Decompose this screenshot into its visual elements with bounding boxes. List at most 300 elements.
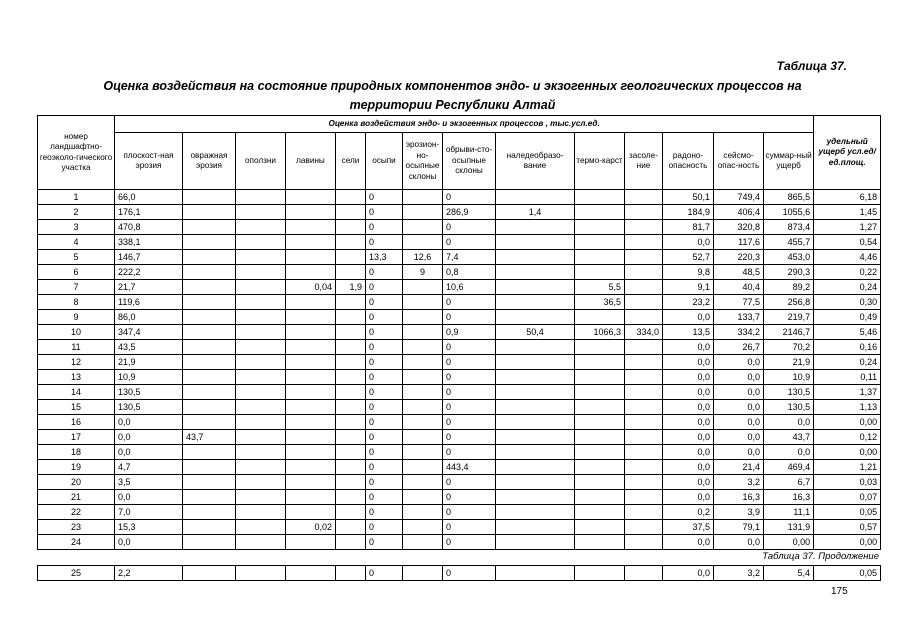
table-cell: 0 xyxy=(443,385,496,400)
row-number-cell: 8 xyxy=(38,295,115,310)
table-cell xyxy=(183,325,236,340)
table-cell xyxy=(183,475,236,490)
table-cell: 0 xyxy=(366,475,403,490)
table-cell: 130,5 xyxy=(115,400,183,415)
table-row xyxy=(38,220,881,235)
table-cell xyxy=(403,505,443,520)
table-cell xyxy=(236,280,286,295)
row-number-cell: 2 xyxy=(38,205,115,220)
table-cell xyxy=(236,400,286,415)
table-cell xyxy=(496,520,575,535)
table-cell xyxy=(236,460,286,475)
table-cell xyxy=(336,430,366,445)
table-cell xyxy=(183,235,236,250)
table-cell: 37,5 xyxy=(663,520,714,535)
row-number-cell: 24 xyxy=(38,535,115,550)
table-cell: 16,3 xyxy=(714,490,764,505)
table-cell xyxy=(236,355,286,370)
table-cell: 16,3 xyxy=(764,490,814,505)
table-cell: 79,1 xyxy=(714,520,764,535)
table-cell xyxy=(625,520,663,535)
table-cell xyxy=(625,566,663,581)
table-cell xyxy=(336,220,366,235)
table-cell: 443,4 xyxy=(443,460,496,475)
table-cell xyxy=(403,205,443,220)
table-cell: 219,7 xyxy=(764,310,814,325)
table-cell: 5,4 xyxy=(764,566,814,581)
table-cell: 0,0 xyxy=(663,385,714,400)
table-cell xyxy=(336,385,366,400)
table-cell xyxy=(286,460,336,475)
table-cell: 7,4 xyxy=(443,250,496,265)
table-cell xyxy=(403,340,443,355)
table-cell xyxy=(625,205,663,220)
table-row xyxy=(38,310,881,325)
table-cell xyxy=(183,295,236,310)
table-cell xyxy=(575,400,625,415)
table-cell xyxy=(236,535,286,550)
row-number-cell: 23 xyxy=(38,520,115,535)
table-cell: 0,05 xyxy=(814,505,881,520)
table-cell: 1,45 xyxy=(814,205,881,220)
table-cell: 222,2 xyxy=(115,265,183,280)
table-cell xyxy=(183,280,236,295)
table-cell: 0,16 xyxy=(814,340,881,355)
table-cell xyxy=(403,400,443,415)
table-cell: 3,5 xyxy=(115,475,183,490)
table-row xyxy=(38,265,881,280)
table-cell xyxy=(286,430,336,445)
table-cell xyxy=(403,520,443,535)
row-number-cell: 9 xyxy=(38,310,115,325)
table-cell xyxy=(286,220,336,235)
table-cell xyxy=(183,415,236,430)
table-cell: 0,04 xyxy=(286,280,336,295)
table-cell xyxy=(575,460,625,475)
row-number-cell: 17 xyxy=(38,430,115,445)
table-cell xyxy=(236,475,286,490)
table-cell: 0,0 xyxy=(663,460,714,475)
table-cell: 0 xyxy=(443,190,496,205)
table-cell xyxy=(183,310,236,325)
table-cell xyxy=(403,445,443,460)
table-cell xyxy=(625,370,663,385)
table-cell: 0,11 xyxy=(814,370,881,385)
row-number-cell: 21 xyxy=(38,490,115,505)
table-cell xyxy=(336,415,366,430)
table-cell xyxy=(286,400,336,415)
table-cell: 0 xyxy=(443,220,496,235)
table-cell xyxy=(286,340,336,355)
table-row xyxy=(38,340,881,355)
table-cell xyxy=(575,340,625,355)
table-cell: 0,12 xyxy=(814,430,881,445)
table-cell: 9 xyxy=(403,265,443,280)
table-row xyxy=(38,430,881,445)
table-cell: 0 xyxy=(443,430,496,445)
table-cell: 0 xyxy=(366,280,403,295)
table-cell: 0 xyxy=(366,340,403,355)
table-cell xyxy=(575,490,625,505)
table-cell: 13,3 xyxy=(366,250,403,265)
table-cell: 286,9 xyxy=(443,205,496,220)
page-title xyxy=(60,77,845,115)
table-cell xyxy=(336,445,366,460)
table-cell: 873,4 xyxy=(764,220,814,235)
table-cell xyxy=(403,535,443,550)
table-cell: 0 xyxy=(366,445,403,460)
table-cell: 0 xyxy=(443,310,496,325)
table-cell xyxy=(336,475,366,490)
table-cell: 48,5 xyxy=(714,265,764,280)
table-cell: 0,30 xyxy=(814,295,881,310)
table-cell xyxy=(575,355,625,370)
table-cell: 2,2 xyxy=(115,566,183,581)
table-cell xyxy=(336,265,366,280)
table-cell: 146,7 xyxy=(115,250,183,265)
header-sub-col: наледеобразо-вание xyxy=(496,133,575,190)
table-cell: 0 xyxy=(366,385,403,400)
table-cell: 10,9 xyxy=(115,370,183,385)
table-cell xyxy=(496,310,575,325)
table-cell: 0,0 xyxy=(115,445,183,460)
header-sub-col: сейсмо-опас-ность xyxy=(714,133,764,190)
table-cell: 0,0 xyxy=(663,400,714,415)
table-cell xyxy=(403,325,443,340)
table-cell xyxy=(236,445,286,460)
table-cell xyxy=(236,295,286,310)
table-cell xyxy=(625,460,663,475)
table-cell: 131,9 xyxy=(764,520,814,535)
table-cell xyxy=(183,566,236,581)
table-cell xyxy=(183,385,236,400)
table-cell: 0,0 xyxy=(714,400,764,415)
table-cell xyxy=(625,475,663,490)
table-cell xyxy=(403,235,443,250)
table-cell: 133,7 xyxy=(714,310,764,325)
table-cell: 70,2 xyxy=(764,340,814,355)
table-cell xyxy=(403,385,443,400)
table-cell: 0,0 xyxy=(663,430,714,445)
row-number-cell: 11 xyxy=(38,340,115,355)
table-cell: 11,1 xyxy=(764,505,814,520)
table-cell xyxy=(336,190,366,205)
header-sub-col: плоскост-ная эрозия xyxy=(115,133,183,190)
table-cell: 1,37 xyxy=(814,385,881,400)
table-cell: 0,57 xyxy=(814,520,881,535)
table-cell: 0 xyxy=(366,415,403,430)
table-cell xyxy=(183,520,236,535)
table-cell xyxy=(336,505,366,520)
table-cell: 0,0 xyxy=(714,385,764,400)
table-cell xyxy=(286,250,336,265)
table-cell: 406,4 xyxy=(714,205,764,220)
table-cell xyxy=(625,535,663,550)
table-cell xyxy=(403,460,443,475)
table-row xyxy=(38,370,881,385)
header-sub-col: оползни xyxy=(236,133,286,190)
table-cell: 77,5 xyxy=(714,295,764,310)
table-cell xyxy=(403,355,443,370)
table-cell xyxy=(575,505,625,520)
table-cell xyxy=(403,280,443,295)
table-cell xyxy=(625,250,663,265)
table-cell: 21,9 xyxy=(115,355,183,370)
table-cell xyxy=(336,340,366,355)
table-cell: 0,0 xyxy=(663,566,714,581)
table-cell xyxy=(575,265,625,280)
table-cell xyxy=(183,205,236,220)
table-cell: 0 xyxy=(366,430,403,445)
table-cell xyxy=(575,205,625,220)
table-cell: 320,8 xyxy=(714,220,764,235)
table-cell: 130,5 xyxy=(764,385,814,400)
table-cell xyxy=(625,445,663,460)
table-cell xyxy=(183,220,236,235)
table-cell xyxy=(336,325,366,340)
table-cell: 0,00 xyxy=(814,415,881,430)
table-cell: 0 xyxy=(366,370,403,385)
table-cell xyxy=(496,280,575,295)
row-number-cell: 7 xyxy=(38,280,115,295)
table-cell: 0 xyxy=(443,400,496,415)
table-cell xyxy=(286,535,336,550)
table-cell xyxy=(625,220,663,235)
table-cell xyxy=(403,220,443,235)
table-row xyxy=(38,475,881,490)
table-cell xyxy=(336,235,366,250)
table-cell: 0,0 xyxy=(663,535,714,550)
table-cell xyxy=(183,355,236,370)
table-cell: 0,24 xyxy=(814,355,881,370)
table-cell: 334,2 xyxy=(714,325,764,340)
table-cell: 1,27 xyxy=(814,220,881,235)
table-cell xyxy=(183,445,236,460)
table-cell xyxy=(496,295,575,310)
header-group: Оценка воздействия эндо- и экзогенных процессов , тыс.усл.ед. xyxy=(115,116,814,133)
table-cell xyxy=(403,415,443,430)
table-cell xyxy=(403,566,443,581)
table-cell xyxy=(625,235,663,250)
table-number-label: Таблица 37. xyxy=(776,59,847,73)
table-cell xyxy=(236,265,286,280)
table-cell: 0 xyxy=(443,340,496,355)
row-number-cell: 6 xyxy=(38,265,115,280)
table-cell: 4,7 xyxy=(115,460,183,475)
table-cell: 0,0 xyxy=(663,370,714,385)
table-cell: 865,5 xyxy=(764,190,814,205)
table-cell: 0,0 xyxy=(714,370,764,385)
table-cell: 0 xyxy=(443,295,496,310)
table-cell: 0,0 xyxy=(714,355,764,370)
table-cell: 50,4 xyxy=(496,325,575,340)
table-cell xyxy=(496,445,575,460)
table-cell xyxy=(575,370,625,385)
table-cell xyxy=(496,400,575,415)
table-cell xyxy=(236,520,286,535)
table-cell xyxy=(236,370,286,385)
table-cell xyxy=(183,190,236,205)
table-cell xyxy=(183,250,236,265)
table-cell: 0,0 xyxy=(115,430,183,445)
table-cell xyxy=(403,190,443,205)
table-cell xyxy=(625,295,663,310)
table-cell xyxy=(236,385,286,400)
table-cell xyxy=(286,385,336,400)
table-cell: 0,0 xyxy=(663,235,714,250)
table-cell: 9,8 xyxy=(663,265,714,280)
table-cell xyxy=(575,415,625,430)
table-cell xyxy=(336,566,366,581)
table-cell: 0 xyxy=(366,310,403,325)
table-cell xyxy=(336,250,366,265)
table-row xyxy=(38,415,881,430)
table-row xyxy=(38,325,881,340)
table-row xyxy=(38,205,881,220)
table-cell: 1,9 xyxy=(336,280,366,295)
table-cell: 184,9 xyxy=(663,205,714,220)
table-cell: 0,0 xyxy=(714,430,764,445)
table-cell xyxy=(575,220,625,235)
table-cell: 0,0 xyxy=(663,415,714,430)
table-cell: 290,3 xyxy=(764,265,814,280)
table-cell xyxy=(625,430,663,445)
table-cell xyxy=(183,400,236,415)
table-row xyxy=(38,295,881,310)
table-cell xyxy=(286,475,336,490)
table-cell xyxy=(286,190,336,205)
header-sub-col: овражная эрозия xyxy=(183,133,236,190)
header-sub-col: сели xyxy=(336,133,366,190)
table-cell: 338,1 xyxy=(115,235,183,250)
continuation-label: Таблица 37. Продолжение xyxy=(762,551,879,562)
table-cell xyxy=(625,490,663,505)
table-cell xyxy=(336,460,366,475)
table-cell: 3,2 xyxy=(714,475,764,490)
table-row xyxy=(38,190,881,205)
table-cell: 130,5 xyxy=(764,400,814,415)
table-cell xyxy=(236,566,286,581)
table-cell: 0,0 xyxy=(663,340,714,355)
table-cell xyxy=(403,475,443,490)
table-cell xyxy=(286,265,336,280)
table-cell: 0 xyxy=(366,190,403,205)
row-number-cell: 4 xyxy=(38,235,115,250)
table-cell xyxy=(286,325,336,340)
table-cell: 0,0 xyxy=(764,445,814,460)
table-cell xyxy=(496,370,575,385)
table-cell: 13,5 xyxy=(663,325,714,340)
table-cell: 40,4 xyxy=(714,280,764,295)
table-cell xyxy=(625,355,663,370)
table-cell: 3,2 xyxy=(714,566,764,581)
table-cell xyxy=(286,566,336,581)
table-cell: 0 xyxy=(366,220,403,235)
table-cell xyxy=(236,235,286,250)
row-number-cell: 19 xyxy=(38,460,115,475)
page-number: 175 xyxy=(831,586,848,597)
table-cell: 0,0 xyxy=(663,475,714,490)
header-sub-col: суммар-ный ущерб xyxy=(764,133,814,190)
row-number-cell: 12 xyxy=(38,355,115,370)
table-cell xyxy=(496,385,575,400)
table-cell: 0,02 xyxy=(286,520,336,535)
row-number-cell: 18 xyxy=(38,445,115,460)
table-cell: 89,2 xyxy=(764,280,814,295)
table-cell xyxy=(336,490,366,505)
row-number-cell: 1 xyxy=(38,190,115,205)
table-cell: 0,0 xyxy=(714,415,764,430)
table-row xyxy=(38,280,881,295)
table-cell xyxy=(286,490,336,505)
table-cell xyxy=(496,250,575,265)
table-cell xyxy=(496,190,575,205)
impact-table-continued xyxy=(37,565,881,581)
table-cell xyxy=(236,325,286,340)
table-row xyxy=(38,520,881,535)
row-number-cell: 3 xyxy=(38,220,115,235)
header-sub-col: эрозион-но-осыпные склоны xyxy=(403,133,443,190)
header-col-specific: удельный ущерб усл.ед/ ед.площ. xyxy=(814,116,881,190)
table-cell: 0 xyxy=(366,490,403,505)
table-cell: 0 xyxy=(443,535,496,550)
table-cell: 334,0 xyxy=(625,325,663,340)
table-row xyxy=(38,385,881,400)
table-cell xyxy=(286,205,336,220)
table-cell xyxy=(575,445,625,460)
table-cell: 0 xyxy=(366,520,403,535)
table-cell: 0 xyxy=(443,520,496,535)
table-cell: 0 xyxy=(443,355,496,370)
header-sub-col: лавины xyxy=(286,133,336,190)
table-cell: 21,4 xyxy=(714,460,764,475)
table-cell: 256,8 xyxy=(764,295,814,310)
table-row xyxy=(38,250,881,265)
table-cell xyxy=(183,535,236,550)
table-cell: 26,7 xyxy=(714,340,764,355)
header-sub-col: осыпи xyxy=(366,133,403,190)
table-cell: 0 xyxy=(443,566,496,581)
table-cell: 0 xyxy=(366,505,403,520)
table-cell: 0 xyxy=(366,325,403,340)
row-number-cell: 10 xyxy=(38,325,115,340)
table-cell xyxy=(336,295,366,310)
table-cell: 0,0 xyxy=(115,535,183,550)
table-cell xyxy=(403,490,443,505)
table-cell: 6,7 xyxy=(764,475,814,490)
table-cell: 1,21 xyxy=(814,460,881,475)
table-cell xyxy=(625,340,663,355)
table-cell xyxy=(403,310,443,325)
table-cell xyxy=(286,445,336,460)
table-cell: 2146,7 xyxy=(764,325,814,340)
table-cell: 0 xyxy=(366,535,403,550)
row-number-cell: 14 xyxy=(38,385,115,400)
table-cell: 0,8 xyxy=(443,265,496,280)
table-cell xyxy=(236,205,286,220)
table-cell: 220,3 xyxy=(714,250,764,265)
table-cell: 1055,6 xyxy=(764,205,814,220)
table-cell xyxy=(236,250,286,265)
table-cell xyxy=(183,265,236,280)
table-cell: 0,22 xyxy=(814,265,881,280)
table-cell xyxy=(625,280,663,295)
table-cell: 0,49 xyxy=(814,310,881,325)
table-cell xyxy=(575,235,625,250)
table-cell xyxy=(575,430,625,445)
table-cell xyxy=(236,310,286,325)
table-cell: 43,5 xyxy=(115,340,183,355)
